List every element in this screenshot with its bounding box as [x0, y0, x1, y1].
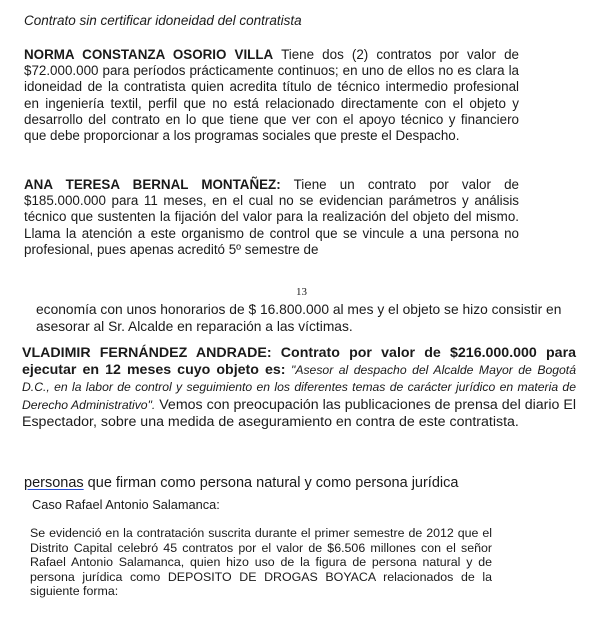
page-number: 13 [296, 286, 307, 298]
paragraph-economia: economía con unos honorarios de $ 16.800.000 al mes y el objeto se hizo consistir en asesorar al Sr. Alcalde en reparación a las víctimas. [36, 302, 562, 334]
contractor-name: NORMA CONSTANZA OSORIO VILLA [24, 47, 274, 62]
paragraph-ana-bernal [24, 177, 519, 258]
case-title: Caso Rafael Antonio Salamanca: [32, 497, 220, 512]
contract-statement: VLADIMIR FERNÁNDEZ ANDRADE: Contrato por valor de $216.000.000 para ejecutar en 12 meses cuyo objeto es: [22, 345, 576, 379]
section-title: Contrato sin certificar idoneidad del contratista [24, 13, 302, 28]
paragraph-text: Vemos con preocupación las publicaciones de prensa del diario El Espectador, sobre una medida de aseguramiento en contra de este contratista. [22, 396, 576, 430]
contractor-name: ANA TERESA BERNAL MONTAÑEZ: [24, 177, 281, 192]
paragraph-norma-osorio [24, 47, 519, 144]
heading-rest: que firman como persona natural y como persona jurídica [83, 475, 459, 491]
paragraph-text: Tiene dos (2) contratos por valor de $72.000.000 para períodos prácticamente continuos; en uno de ellos no es clara la idoneidad de la contratista quien acredita título de técnico intermedio profesional en ingeniería textil, perfil que no está relacionado directamente con el objeto y desarrollo del contrato en lo que tiene que ver con el apoyo técnico y financiero que debe proporcionar a los programas sociales que preste el Despacho. [24, 47, 520, 144]
heading-underlined-word: personas [24, 475, 84, 491]
paragraph-text: Tiene un contrato por valor de $185.000.000 para 11 meses, en el cual no se evidencian parámetros y análisis técnico que sustenten la fijación del valor para la realización del objeto del mismo. Llama la atención a este organismo de control que se vincule a una persona no profesional, pues apenas acreditó 5º semestre de [24, 177, 519, 257]
section-heading [24, 475, 458, 491]
contract-object-quote: "Asesor al despacho del Alcalde Mayor de Bogotá D.C., en la labor de control y seguimiento en los diferentes temas de carácter jurídico en materia de Derecho Administrativo". [22, 363, 576, 412]
paragraph-salamanca: Se evidenció en la contratación suscrita durante el primer semestre de 2012 que el Distrito Capital celebró 45 contratos por el valor de $6.506 millones con el señor Rafael Antonio Salamanca, quien hizo uso de la figura de persona natural y de persona jurídica como DEPOSITO DE DROGAS BOYACA relacionados de la siguiente forma: [30, 526, 492, 599]
paragraph-vladimir-fernandez [22, 345, 576, 431]
